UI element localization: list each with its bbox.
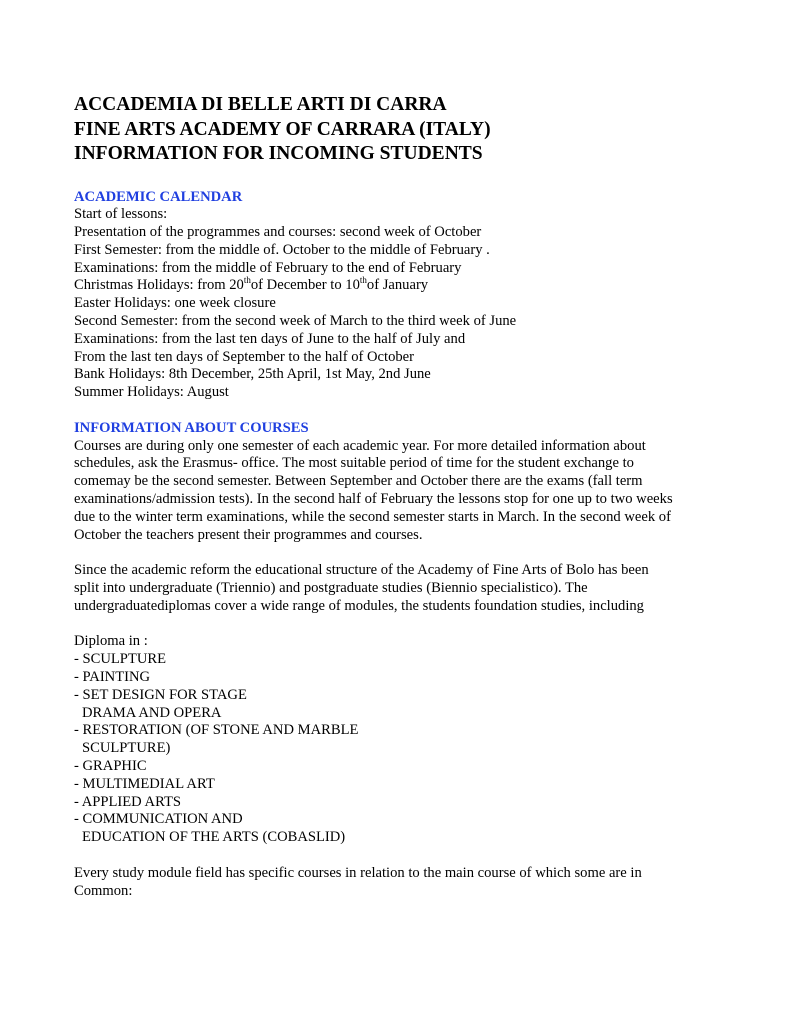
paragraph-line: Common: [74, 882, 133, 899]
list-item: - SCULPTURE [74, 651, 167, 668]
courses-section [74, 420, 724, 901]
examinations-line-3: From the last ten days of September to the half of October [74, 348, 415, 365]
paragraph-line: comemay be the second semester. Between September and October there are the exams (fall term [74, 473, 643, 490]
summer-holidays-line: Summer Holidays: August [74, 384, 229, 401]
paragraph-line: examinations/admission tests). In the second half of February the lessons stop for one up to two weeks [74, 491, 673, 508]
list-item: - RESTORATION (OF STONE AND MARBLE [74, 722, 359, 739]
start-of-lessons: Start of lessons: [74, 206, 168, 223]
paragraph-line: October the teachers present their programmes and courses. [74, 526, 423, 543]
list-item: SCULPTURE) [82, 740, 171, 757]
second-semester-line: Second Semester: from the second week of March to the third week of June [74, 313, 517, 330]
paragraph-line: due to the winter term examinations, while the second semester starts in March. In the second week of [74, 508, 671, 525]
list-item: - PAINTING [74, 669, 151, 686]
list-item: - COMMUNICATION AND [74, 811, 243, 828]
first-semester-line: First Semester: from the middle of. October to the middle of February . [74, 241, 490, 258]
examinations-line-1: Examinations: from the middle of February to the end of February [74, 259, 462, 276]
spacer [74, 544, 724, 562]
paragraph-line: schedules, ask the Erasmus- office. The most suitable period of time for the student exchange to [74, 455, 634, 472]
diploma-list [74, 633, 724, 847]
christmas-mid: of December to 10 [250, 277, 360, 294]
diploma-intro: Diploma in : [74, 633, 148, 650]
easter-holidays-line: Easter Holidays: one week closure [74, 295, 276, 312]
courses-paragraph-2 [74, 562, 724, 615]
list-item: EDUCATION OF THE ARTS (COBASLID) [82, 829, 346, 846]
paragraph-line: undergraduatediplomas cover a wide range of modules, the students foundation studies, including [74, 597, 644, 614]
title-line-3: INFORMATION FOR INCOMING STUDENTS [74, 143, 483, 164]
paragraph-line: Courses are during only one semester of each academic year. For more detailed information about [74, 437, 646, 454]
closing-paragraph [74, 865, 724, 901]
title-line-1: ACCADEMIA DI BELLE ARTI DI CARRA [74, 94, 447, 115]
christmas-sup-1: th [243, 275, 251, 286]
examinations-line-2: Examinations: from the last ten days of June to the half of July and [74, 330, 466, 347]
christmas-prefix: Christmas Holidays: from 20 [74, 277, 244, 294]
list-item: DRAMA AND OPERA [82, 704, 222, 721]
academic-calendar-section [74, 189, 724, 403]
christmas-suffix: of January [366, 277, 429, 294]
spacer [74, 616, 724, 634]
spacer [74, 402, 724, 420]
paragraph-line: split into undergraduate (Triennio) and postgraduate studies (Biennio specialistico). The [74, 580, 588, 597]
list-item: - APPLIED ARTS [74, 793, 181, 810]
list-item: - SET DESIGN FOR STAGE [74, 686, 247, 703]
bank-holidays-line: Bank Holidays: 8th December, 25th April, 1st May, 2nd June [74, 366, 431, 383]
document-title [74, 93, 724, 167]
paragraph-line: Every study module field has specific courses in relation to the main course of which some are in [74, 864, 642, 881]
christmas-holidays-line [74, 277, 724, 295]
title-line-2: FINE ARTS ACADEMY OF CARRARA (ITALY) [74, 118, 491, 140]
courses-heading: INFORMATION ABOUT COURSES [74, 419, 309, 436]
document-page [74, 93, 724, 900]
paragraph-line: Since the academic reform the educational structure of the Academy of Fine Arts of Bolo has been [74, 562, 649, 579]
presentation-line: Presentation of the programmes and courses: second week of October [74, 224, 482, 241]
academic-calendar-heading: ACADEMIC CALENDAR [74, 188, 243, 205]
christmas-sup-2: th [359, 275, 367, 286]
list-item: - GRAPHIC [74, 758, 147, 774]
spacer [74, 847, 724, 865]
list-item: - MULTIMEDIAL ART [74, 775, 215, 792]
courses-paragraph-1 [74, 438, 724, 545]
